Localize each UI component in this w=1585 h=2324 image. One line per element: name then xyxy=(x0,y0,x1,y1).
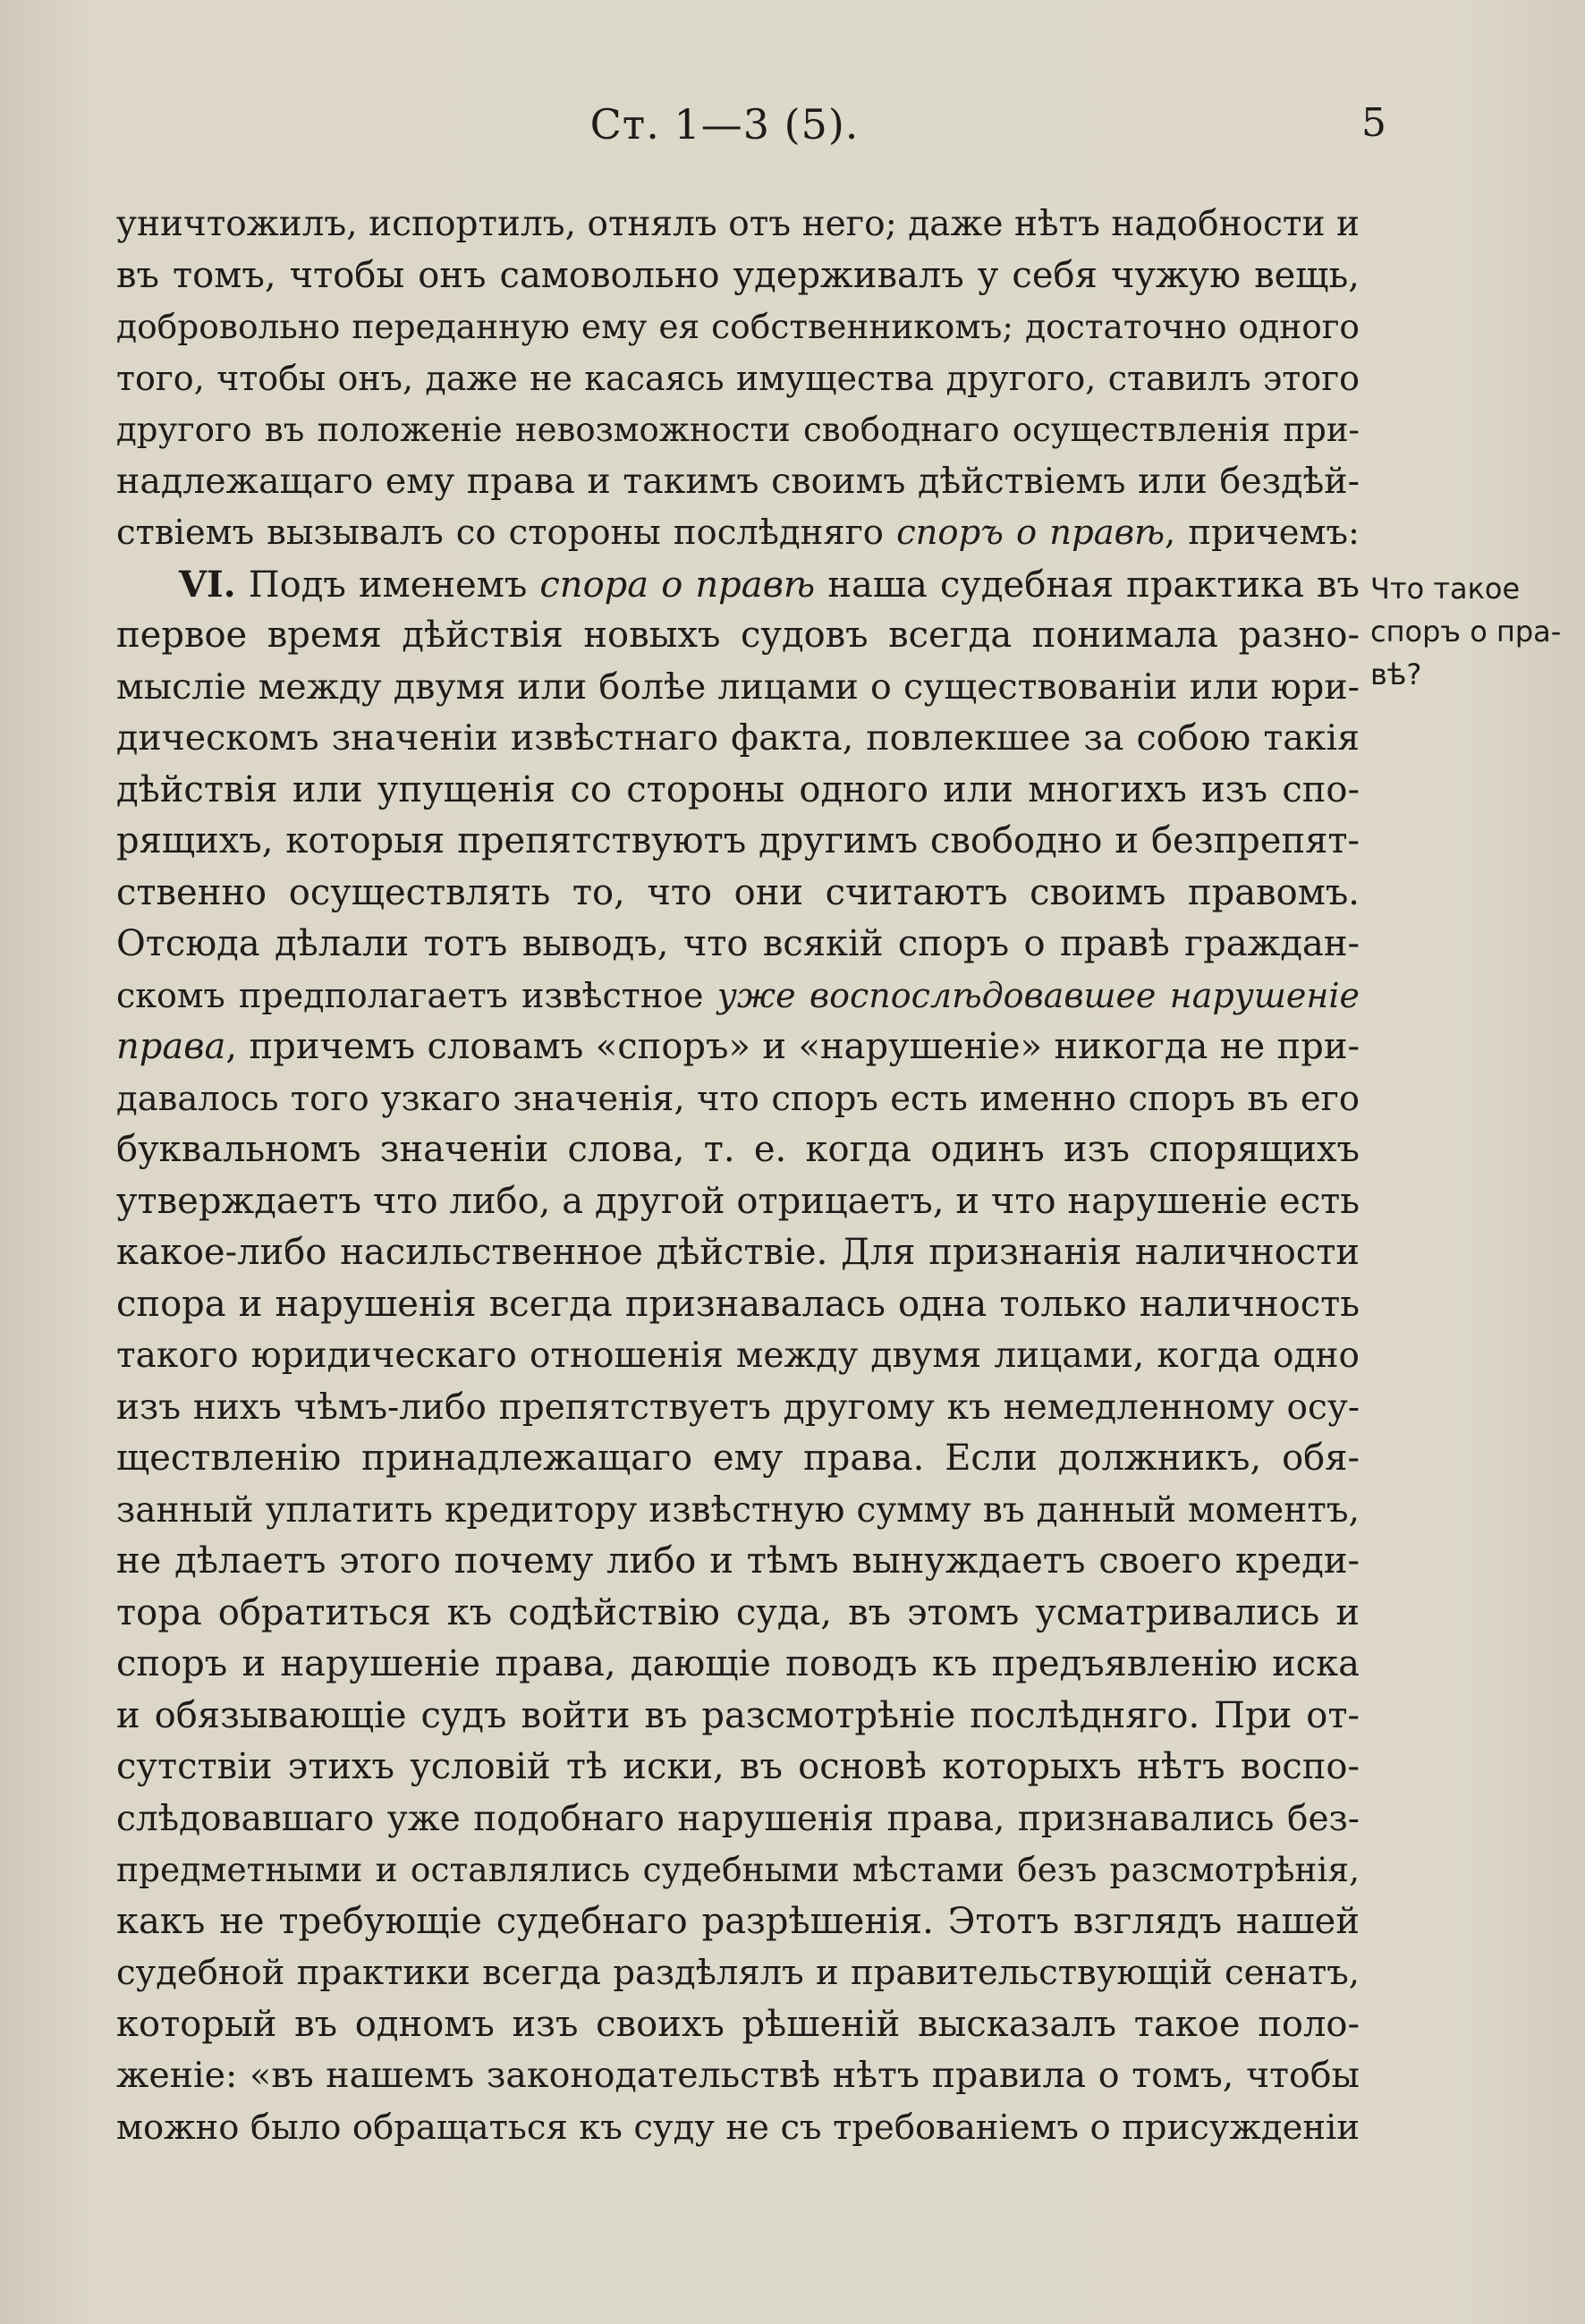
text-line: судебной практики всегда раздѣлялъ и правительствующій сенатъ, xyxy=(116,1953,1360,1993)
emphasis-text: спора о правѣ xyxy=(539,564,816,606)
text-line: спора и нарушенія всегда признавалась одна только наличность xyxy=(116,1283,1360,1325)
page-header xyxy=(0,100,1585,154)
text-line: занный уплатить кредитору извѣстную сумму въ данный моментъ, xyxy=(116,1489,1360,1531)
text-line: можно было обращаться къ суду не съ требованіемъ о присужденіи xyxy=(116,2107,1360,2148)
body-text xyxy=(116,199,1360,2153)
text-line: другого въ положеніе невозможности свободнаго осуществленія при- xyxy=(116,411,1360,449)
text-line: споръ и нарушеніе права, дающіе поводъ къ предъявленію иска xyxy=(116,1643,1360,1684)
text-line: надлежащаго ему права и такимъ своимъ дѣйствіемъ или бездѣй- xyxy=(116,460,1360,502)
text-line: ществленію принадлежащаго ему права. Если должникъ, обя- xyxy=(116,1438,1360,1479)
text-line: какъ не требующіе судебнаго разрѣшенія. Этотъ взглядъ нашей xyxy=(116,1900,1360,1942)
text-line: давалось того узкаго значенія, что споръ есть именно споръ въ его xyxy=(116,1078,1360,1119)
text-line: предметными и оставлялись судебными мѣстами безъ разсмотрѣнія, xyxy=(116,1850,1360,1889)
text-line: сутствіи этихъ условій тѣ иски, въ основѣ которыхъ нѣтъ воспо- xyxy=(116,1746,1360,1787)
emphasis-text: споръ о правѣ xyxy=(896,513,1165,553)
text-line: добровольно переданную ему ея собственникомъ; достаточно одного xyxy=(116,307,1360,346)
text-line: рящихъ, которыя препятствуютъ другимъ свободно и безпрепят- xyxy=(116,820,1360,861)
text-line: буквальномъ значеніи слова, т. е. когда одинъ изъ спорящихъ xyxy=(116,1129,1360,1170)
text-line: того, чтобы онъ, даже не касаясь имущества другого, ставилъ этого xyxy=(116,358,1360,398)
margin-note xyxy=(1370,567,1585,696)
text-line: и обязывающіе судъ войти въ разсмотрѣніе послѣдняго. При от- xyxy=(116,1694,1360,1736)
text-line: который въ одномъ изъ своихъ рѣшеній высказалъ такое поло- xyxy=(116,2003,1360,2045)
emphasis-text: уже воспослѣдовавшее нарушеніе xyxy=(716,975,1360,1015)
text-line: дическомъ значеніи извѣстнаго факта, повлекшее за собою такія xyxy=(116,717,1360,759)
text-line: мысліе между двумя или болѣе лицами о существованіи или юри- xyxy=(116,666,1360,708)
text-line: VI. Подъ именемъ спора о правѣ наша судебная практика въ xyxy=(179,563,1360,606)
running-head: Ст. 1—3 (5). xyxy=(589,100,860,148)
text-line: въ томъ, чтобы онъ самовольно удерживалъ у себя чужую вещь, xyxy=(116,254,1360,296)
text-line: дѣйствія или упущенія со стороны одного или многихъ изъ спо- xyxy=(116,768,1360,810)
text-line: уничтожилъ, испортилъ, отнялъ отъ него; даже нѣтъ надобности и xyxy=(116,204,1360,244)
text-line: скомъ предполагаетъ извѣстное уже воспослѣдовавшее нарушеніе xyxy=(116,975,1360,1015)
text-line: Отсюда дѣлали тотъ выводъ, что всякій споръ о правѣ граждан- xyxy=(116,923,1360,964)
section-number: VI. xyxy=(179,563,236,606)
text-line: утверждаетъ что либо, а другой отрицаетъ, и что нарушеніе есть xyxy=(116,1180,1360,1222)
text-line: права, причемъ словамъ «споръ» и «нарушеніе» никогда не при- xyxy=(116,1026,1360,1067)
text-line: ствіемъ вызывалъ со стороны послѣдняго споръ о правѣ, причемъ: xyxy=(116,513,1360,553)
text-line: такого юридическаго отношенія между двумя лицами, когда одно xyxy=(116,1336,1360,1376)
text-line: тора обратиться къ содѣйствію суда, въ этомъ усматривались и xyxy=(116,1591,1360,1633)
margin-note-line: споръ о пра- xyxy=(1370,615,1562,649)
text-line: женіе: «въ нашемъ законодательствѣ нѣтъ правила о томъ, чтобы xyxy=(116,2055,1360,2096)
text-line: изъ нихъ чѣмъ-либо препятствуетъ другому къ немедленному осу- xyxy=(116,1387,1360,1428)
emphasis-text: права xyxy=(116,1026,226,1067)
text-line: какое-либо насильственное дѣйствіе. Для признанія наличности xyxy=(116,1232,1360,1273)
text-line: первое время дѣйствія новыхъ судовъ всегда понимала разно- xyxy=(116,615,1360,656)
text-line: не дѣлаетъ этого почему либо и тѣмъ вынуждаетъ своего креди- xyxy=(116,1540,1360,1582)
text-line: ственно осуществлять то, что они считаютъ своимъ правомъ. xyxy=(116,871,1360,913)
page-number: 5 xyxy=(1361,100,1386,146)
margin-note-line: вѣ? xyxy=(1370,657,1422,691)
text-line: слѣдовавшаго уже подобнаго нарушенія права, признавались без- xyxy=(116,1798,1360,1839)
margin-note-line: Что такое xyxy=(1370,572,1521,606)
